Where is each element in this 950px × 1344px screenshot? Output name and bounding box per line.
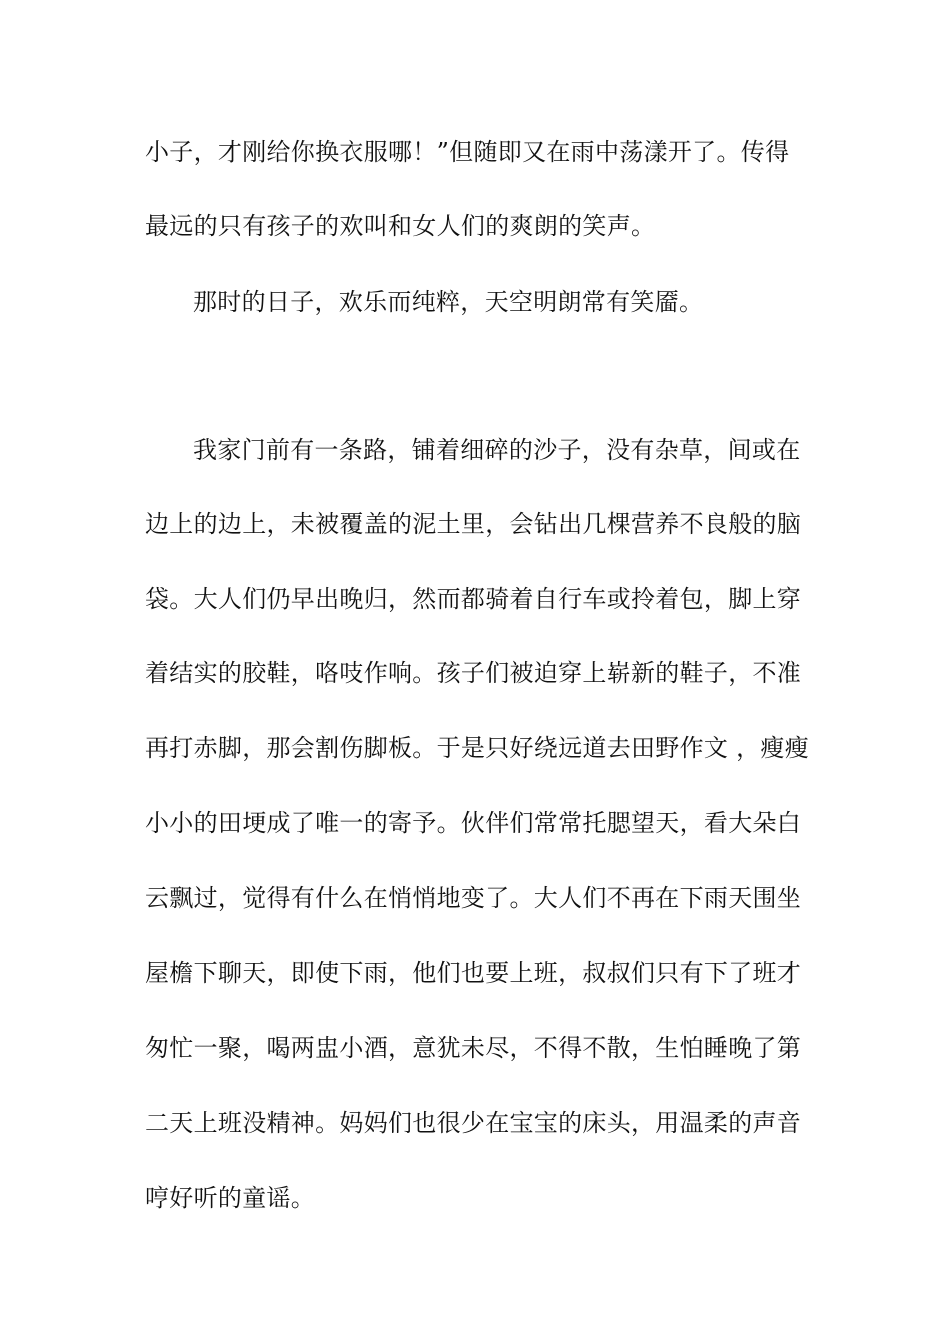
paragraph-3-line-9: 匆忙一聚，喝两盅小酒，意犹未尽，不得不散，生怕睡晚了第 (145, 1034, 802, 1062)
paragraph-3-line-10: 二天上班没精神。妈妈们也很少在宝宝的床头，用温柔的声音 (145, 1109, 802, 1137)
paragraph-3-line-8: 屋檐下聊天，即使下雨，他们也要上班，叔叔们只有下了班才 (145, 959, 802, 987)
paragraph-3-line-7: 云飘过，觉得有什么在悄悄地变了。大人们不再在下雨天围坐 (145, 884, 802, 912)
paragraph-3-line-11: 哼好听的童谣。 (145, 1184, 316, 1212)
paragraph-1-line-1: 小子，才刚给你换衣服哪！”但随即又在雨中荡漾开了。传得 (145, 138, 790, 166)
paragraph-3-line-4: 着结实的胶鞋，咯吱作响。孩子们被迫穿上崭新的鞋子，不准 (145, 659, 802, 687)
paragraph-3-line-1: 我家门前有一条路，铺着细碎的沙子，没有杂草，间或在 (193, 436, 801, 464)
paragraph-3-line-3: 袋。大人们仍早出晚归，然而都骑着自行车或拎着包，脚上穿 (145, 585, 802, 613)
paragraph-3-line-6: 小小的田埂成了唯一的寄予。伙伴们常常托腮望天，看大朵白 (145, 809, 802, 837)
paragraph-2-line-1: 那时的日子，欢乐而纯粹，天空明朗常有笑靥。 (193, 288, 704, 316)
paragraph-3-line-2: 边上的边上，未被覆盖的泥土里，会钻出几棵营养不良般的脑 (145, 510, 802, 538)
paragraph-3-line-5: 再打赤脚，那会割伤脚板。于是只好绕远道去田野作文 ，瘦瘦 (145, 734, 810, 762)
paragraph-1-line-2: 最远的只有孩子的欢叫和女人们的爽朗的笑声。 (145, 212, 656, 240)
